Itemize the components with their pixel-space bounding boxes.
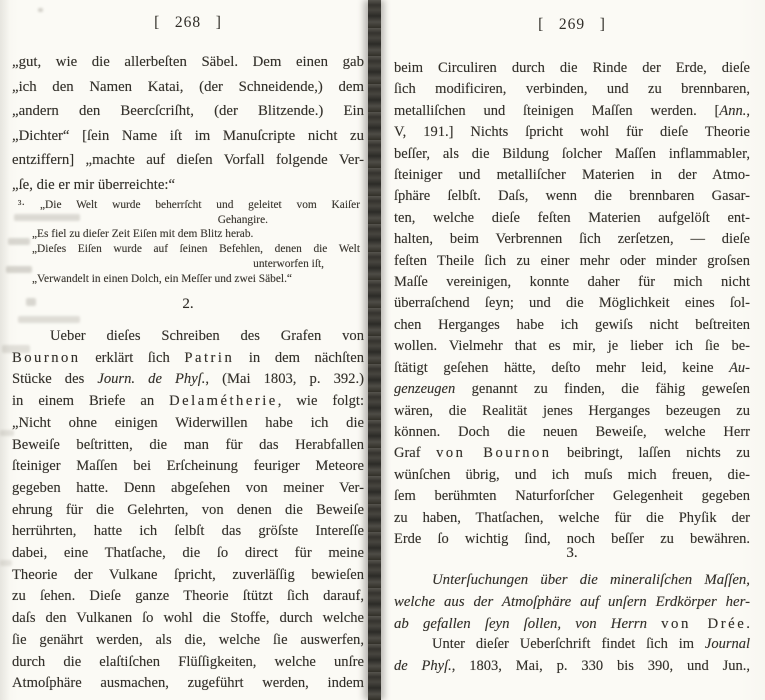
text-line [394,208,750,229]
text-line [12,608,364,630]
text-line [12,456,364,478]
text-span: können. Doch die neuen Beweiſe, welche Herr [394,423,750,440]
text-line [12,521,364,543]
text-span: beim Circuliren durch die Rinde der Erde, dieſe [394,60,750,76]
text-span: , wie folgt: [277,393,365,410]
text-line [394,122,750,143]
text-line [12,630,364,652]
text-span: Ueber dieſes Schreiben des Grafen von [50,328,364,344]
text-span: Au- [729,359,750,376]
text-span [647,616,661,632]
text-line [18,198,360,213]
text-line [394,144,750,165]
text-span: ſteiniger Maſſen bei Erſcheinung feuriger Meteore [12,458,364,475]
text-line [394,251,750,272]
text-line [394,656,750,678]
text-span: Bournon [12,349,81,366]
quoted-passage [12,50,364,198]
bleedthrough-artifact [26,298,36,306]
text-span: Beweiſe beſtritten, die man für das Herabfallen [12,436,364,453]
text-span: von Bournon [436,445,552,462]
text-span: erklärt ſich [80,349,185,366]
text-line [394,315,750,336]
text-span: daſs den Vulkanen ſo wohl die Stoffe, durch welche [12,610,364,627]
text-span: ſtätigt geſehen hätte, deſto mehr leid, keine [394,359,730,376]
text-span: Patrin [184,349,235,366]
text-line [394,379,750,400]
text-span: Stücke des [12,371,98,388]
text-line [394,272,750,293]
verse-footnote [16,198,360,286]
text-line [394,229,750,250]
text-line [394,614,750,636]
text-span: genannt zu finden, die fähig geweſen [455,381,750,398]
text-line [12,586,364,608]
text-line [12,148,364,173]
text-span: „Dieſes Eiſen wurde auf ſeinen Befehlen, denen die Welt [32,243,360,256]
text-span: dabei, eine Thatſache, die ſo direct für meine [12,545,364,562]
text-line [394,358,750,379]
text-span: , [746,102,750,119]
text-span: genzeugen [394,381,456,398]
text-span: beſſer, als die Bildung ſolcher Maſſen inflammabler, [394,145,750,162]
text-line [12,391,364,413]
text-span: „gut, wie die allerbeſten Säbel. Dem einen gab [12,54,364,70]
text-line [394,336,750,357]
section-number-2: 2. [182,296,194,312]
text-span: ten, welche dieſe feſten Materien aufgelöſt ent- [394,209,750,226]
text-line [394,58,750,79]
text-span: unterworfen iſt, [253,257,324,270]
text-line [394,293,750,314]
text-span: chen Herganges habe ich gewiſs nicht beſtreiten [394,316,750,333]
text-span: ſteiniger und metalliſcher Materien in der Atmo- [394,167,750,184]
text-span: Gehangire. [217,213,268,226]
text-span: „Nicht ohne einigen Widerwillen habe ich die [12,414,364,431]
text-span: Unter dieſer Ueberſchrift findet ſich im [432,636,705,652]
text-line [32,257,360,272]
text-line [32,272,360,287]
section-number-3: 3. [566,545,578,561]
text-line [12,478,364,500]
text-span: zu ſehen. Dieſe ganze Theorie ſtützt ſich darauf, [12,588,364,605]
text-span: , 1803, Mai, p. 330 bis 390, und Jun., [451,657,751,674]
text-span: V, 191.] Nichts ſpricht wohl für dieſe Theorie [394,124,750,141]
text-span: Erde ſo wichtig ſind, noch beſſer zu bewähren. [394,530,750,547]
text-span: „andern den Beercſcriſht, (der Blitzende.) Ein [12,103,364,120]
bleedthrough-artifact [38,8,43,12]
text-span: Unterſuchungen über die mineraliſchen Maſſen, [432,572,750,588]
text-span: „Es fiel zu dieſer Zeit Eiſen mit dem Blitz herab. [32,228,254,241]
text-span: ehrung für die Gelehrten, von denen die Beweiſe [12,501,364,518]
bleedthrough-artifact [14,214,80,221]
text-span: Ann. [719,102,747,119]
text-line [12,652,364,674]
text-span: gegeben hatte. Denn abgeſehen von meiner Ver- [12,479,364,496]
text-line [394,592,750,614]
text-line [394,486,750,507]
text-span: entziffern] „machte auf dieſen Vorfall folgende Ver- [12,152,364,169]
body-paragraph-left [12,326,364,695]
text-line [394,508,750,529]
text-span: Atmoſphäre ausmachen, zugeführt werden, indem [12,675,364,692]
text-line [12,75,364,100]
text-line [12,565,364,587]
body-paragraph-right [394,58,750,550]
text-span: wünſchen übrig, und ich muſs mich freuen, die- [394,466,750,483]
text-span: Theorie der Vulkane ſpricht, zuverläſſig bewieſen [12,566,364,583]
text-span: ſem berühmten Naturforſcher Gelegenheit gegeben [394,488,750,505]
text-line [12,99,364,124]
text-line [32,213,360,228]
bleedthrough-artifact [6,266,32,273]
text-span: in einem Briefe an [12,393,170,410]
text-span: Graf [394,445,437,462]
text-line [394,634,750,656]
text-span: beibringt, laſſen nichts zu [551,445,750,462]
text-span: in dem nächſten [234,349,364,366]
text-span: „ich den Namen Katai, (der Schneidende,) dem [12,78,364,95]
page-number-left: [ 268 ] [154,14,222,31]
text-span: welche aus der Atmoſphäre auf unſern Erdkörper her- [394,593,750,610]
text-line [394,443,750,464]
text-span: metalliſchen und ſteinigen Maſſen werden. [ [394,102,720,119]
text-span: de Phyſ. [394,657,452,674]
text-span: feſten Theile ſich zu einer mehr oder minder groſsen [394,252,750,269]
text-line [12,124,364,149]
text-line [394,101,750,122]
text-span: . [746,615,750,632]
text-line [12,50,364,75]
text-span: ſphäre ſelbſt. Daſs, wenn die brennbaren Gasar- [394,188,750,205]
bleedthrough-artifact [0,560,12,566]
page-number-right: [ 269 ] [538,16,606,33]
text-span: ſich modificiren, verbinden, und zu brennbaren, [394,81,750,98]
bleedthrough-artifact [2,345,30,353]
text-span: „Verwandelt in einen Dolch, ein Meſſer und zwei Säbel.“ [32,272,292,285]
page-gutter [368,0,381,700]
text-span: „ſe, die er mir überreichte:“ [12,176,176,193]
text-span: Maſſe vereinigen, konnte daher für mich nicht [394,274,750,291]
text-span: ſie genährt werden, als die, welche ſie auswerfen, [12,631,364,648]
section-3-title [394,570,750,635]
text-line [32,227,360,242]
text-span: ab gefallen ſeyn ſollen, von Herrn [394,615,647,632]
text-span: Journ. de Phyſ. [97,371,206,388]
text-span: halten, beim Verbrennen ſich zerſetzen, — dieſe [394,231,750,248]
text-span: ³· „Die Welt wurde beherrſcht und geleitet vom Kaiſer [18,199,360,211]
text-line [394,422,750,443]
text-span: Journal [704,636,750,652]
section-3-opening [394,634,750,677]
text-span: Delamétherie [169,393,278,410]
text-line [12,673,364,695]
text-span: zu haben, Thatſachen, welche für die Phyſik der [394,509,750,526]
bleedthrough-artifact [0,430,14,436]
text-span: durch die elaſtiſchen Flüſſigkeiten, welche unſre [12,653,364,670]
text-span: herrührten, hatte ich ſelbſt das gröſste Intereſſe [12,523,364,540]
text-span: , (Mai 1803, p. 392.) [205,371,364,388]
text-span: „Dichter“ [ſein Name iſt im Manuſcripte nicht zu [12,127,364,144]
text-line [394,165,750,186]
text-line [32,242,360,257]
text-line [394,186,750,207]
text-line [394,401,750,422]
text-span: überraſchend ſeyn; und die Möglichkeit eines ſol- [394,295,750,312]
text-line [12,543,364,565]
bleedthrough-artifact [18,316,80,323]
text-line [12,500,364,522]
text-line [12,348,364,370]
text-line [12,413,364,435]
text-line [12,173,364,198]
text-span: wollen. Vielmehr that es mir, je lieber ich ſie be- [394,338,750,355]
bleedthrough-artifact [8,238,30,245]
text-line [12,435,364,457]
text-line [394,570,750,592]
text-span: wären, die Realität jenes Herganges bezeugen zu [394,402,750,419]
text-span: von Drée [661,615,747,632]
text-line [12,326,364,348]
text-line [394,465,750,486]
text-line [12,369,364,391]
text-line [394,79,750,100]
